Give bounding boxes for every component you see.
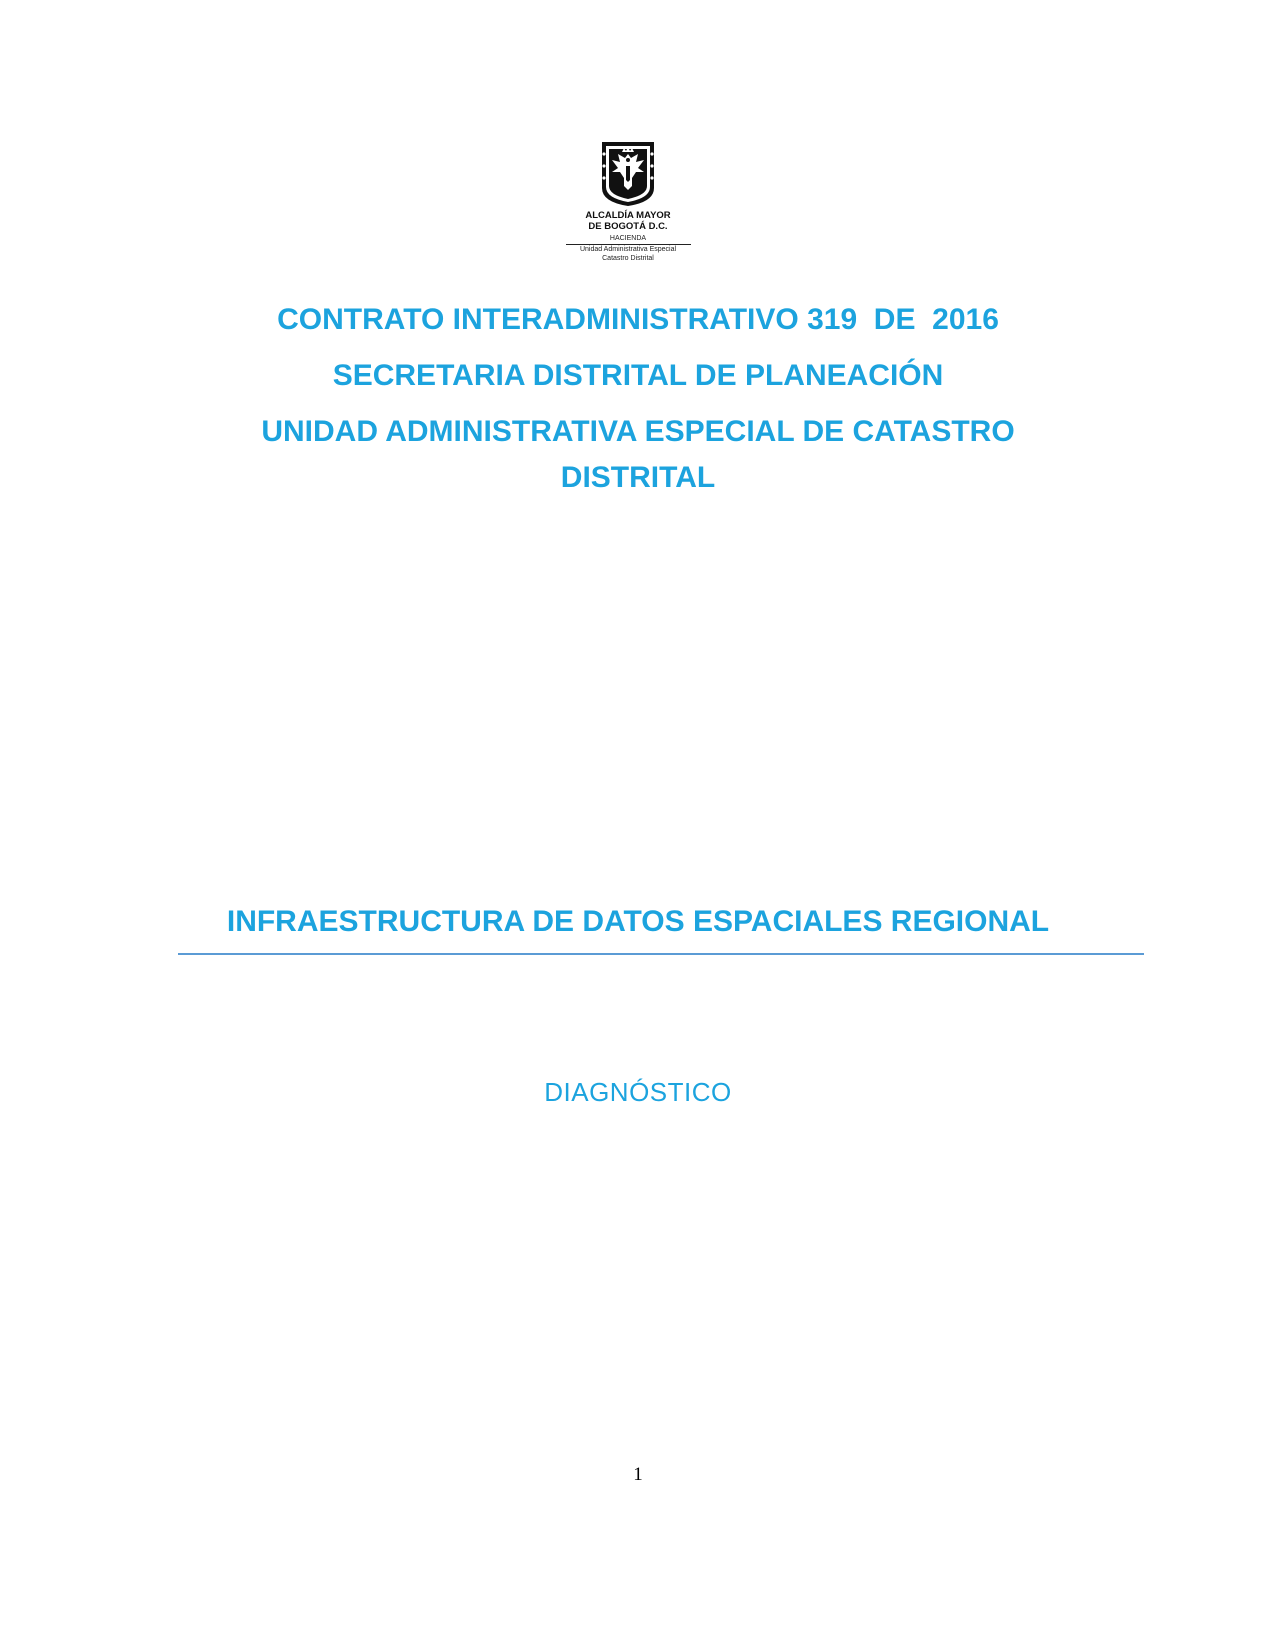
document-title: INFRAESTRUCTURA DE DATOS ESPACIALES REGIONAL	[226, 905, 1050, 938]
logo-text-alcaldia: ALCALDÍA MAYOR	[585, 210, 671, 221]
heading-distrital: DISTRITAL	[560, 461, 716, 494]
document-subtitle: DIAGNÓSTICO	[544, 1077, 732, 1107]
page-number: 1	[633, 1464, 643, 1485]
coat-of-arms-icon	[558, 140, 698, 208]
bogota-coat-of-arms-logo	[558, 140, 698, 270]
title-divider	[178, 953, 1144, 955]
logo-divider	[566, 244, 691, 245]
logo-text-hacienda: HACIENDA	[609, 235, 647, 242]
logo-text-unidad: Unidad Administrativa Especial	[579, 246, 677, 253]
logo-text-bogota: DE BOGOTÁ D.C.	[588, 221, 668, 232]
logo-text-catastro: Catastro Distrital	[602, 255, 654, 262]
heading-secretaria: SECRETARIA DISTRITAL DE PLANEACIÓN	[332, 359, 944, 392]
heading-unidad: UNIDAD ADMINISTRATIVA ESPECIAL DE CATASTRO	[261, 415, 1015, 448]
heading-contrato: CONTRATO INTERADMINISTRATIVO 319 DE 2016	[277, 303, 999, 336]
